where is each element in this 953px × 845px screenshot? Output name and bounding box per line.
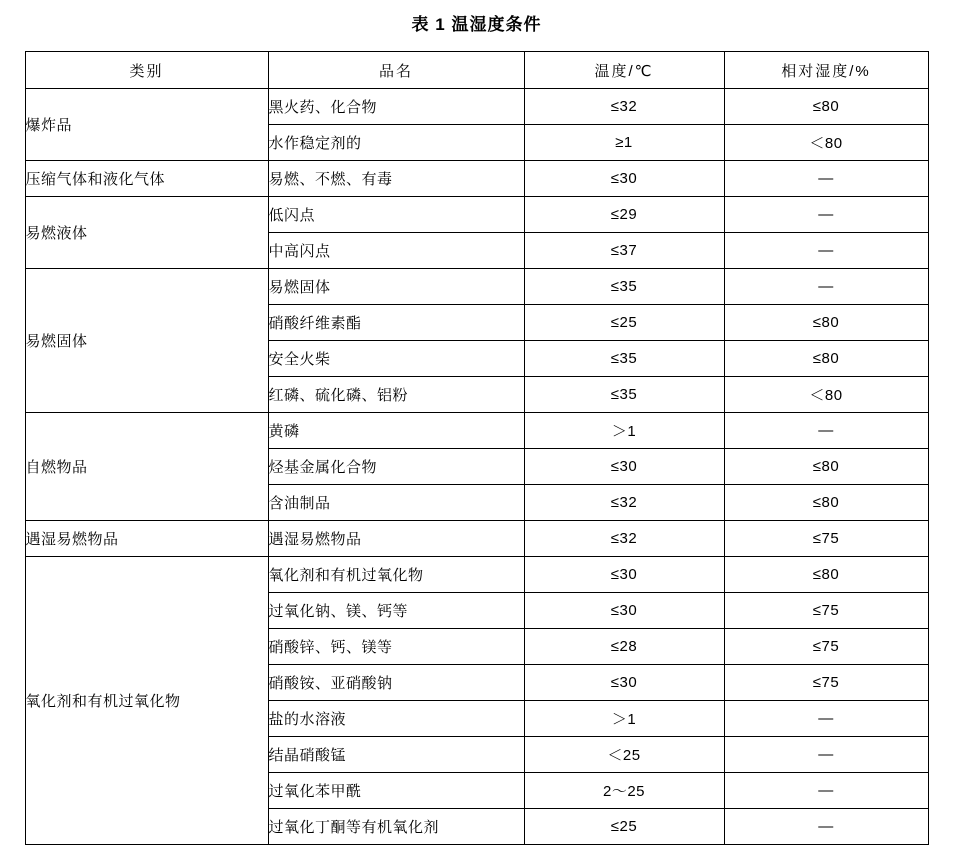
cell-name: 安全火柴 [268,341,524,377]
cell-humidity: ≤80 [724,557,928,593]
cell-humidity: — [724,413,928,449]
cell-temperature: ≤30 [524,665,724,701]
cell-humidity: ＜80 [724,125,928,161]
cell-humidity: ≤80 [724,485,928,521]
table-title: 表 1 温湿度条件 [411,15,542,34]
table-body [25,89,928,845]
table-row [25,413,928,449]
cell-humidity: ＜80 [724,377,928,413]
cell-category: 遇湿易燃物品 [25,521,268,557]
header-cell-name: 品名 [268,52,524,89]
cell-name: 含油制品 [268,485,524,521]
cell-name: 低闪点 [268,197,524,233]
cell-name: 硝酸锌、钙、镁等 [268,629,524,665]
cell-name: 过氧化钠、镁、钙等 [268,593,524,629]
cell-temperature: ≤30 [524,593,724,629]
header-cell-temperature: 温度/℃ [524,52,724,89]
cell-name: 过氧化苯甲酰 [268,773,524,809]
cell-temperature: ＞1 [524,413,724,449]
cell-name: 过氧化丁酮等有机氧化剂 [268,809,524,845]
cell-humidity: — [724,809,928,845]
cell-temperature: ≤30 [524,557,724,593]
cell-name: 结晶硝酸锰 [268,737,524,773]
cell-humidity: — [724,233,928,269]
cell-humidity: — [724,773,928,809]
table-row [25,197,928,233]
cell-temperature: ≤32 [524,89,724,125]
temperature-humidity-table [25,51,929,845]
cell-temperature: ≤32 [524,521,724,557]
cell-name: 氧化剂和有机过氧化物 [268,557,524,593]
cell-temperature: ≤32 [524,485,724,521]
cell-name: 硝酸纤维素酯 [268,305,524,341]
cell-humidity: ≤75 [724,629,928,665]
cell-temperature: ≤25 [524,809,724,845]
table-header [25,52,928,89]
cell-humidity: ≤80 [724,305,928,341]
cell-humidity: ≤75 [724,593,928,629]
cell-humidity: ≤80 [724,449,928,485]
cell-name: 盐的水溶液 [268,701,524,737]
header-cell-category: 类别 [25,52,268,89]
cell-name: 黑火药、化合物 [268,89,524,125]
cell-temperature: ≤30 [524,449,724,485]
cell-name: 水作稳定剂的 [268,125,524,161]
cell-name: 易燃、不燃、有毒 [268,161,524,197]
cell-category: 易燃液体 [25,197,268,269]
cell-name: 中高闪点 [268,233,524,269]
cell-humidity: — [724,197,928,233]
cell-name: 易燃固体 [268,269,524,305]
cell-category: 爆炸品 [25,89,268,161]
cell-name: 黄磷 [268,413,524,449]
cell-temperature: 2～25 [524,773,724,809]
cell-category: 压缩气体和液化气体 [25,161,268,197]
cell-humidity: — [724,161,928,197]
table-row [25,89,928,125]
cell-temperature: ＞1 [524,701,724,737]
cell-humidity: ≤80 [724,89,928,125]
header-cell-humidity: 相对湿度/% [724,52,928,89]
cell-category: 易燃固体 [25,269,268,413]
cell-humidity: ≤75 [724,521,928,557]
cell-humidity: — [724,269,928,305]
cell-temperature: ≤35 [524,341,724,377]
cell-name: 硝酸铵、亚硝酸钠 [268,665,524,701]
cell-name: 遇湿易燃物品 [268,521,524,557]
cell-temperature: ≥1 [524,125,724,161]
table-row [25,521,928,557]
cell-temperature: ≤28 [524,629,724,665]
cell-temperature: ≤35 [524,269,724,305]
table-row [25,161,928,197]
cell-name: 红磷、硫化磷、铝粉 [268,377,524,413]
cell-temperature: ＜25 [524,737,724,773]
table-row [25,269,928,305]
cell-humidity: ≤80 [724,341,928,377]
cell-temperature: ≤29 [524,197,724,233]
table-row [25,557,928,593]
cell-temperature: ≤37 [524,233,724,269]
cell-temperature: ≤35 [524,377,724,413]
cell-temperature: ≤25 [524,305,724,341]
cell-humidity: — [724,701,928,737]
cell-category: 自燃物品 [25,413,268,521]
cell-name: 烃基金属化合物 [268,449,524,485]
cell-temperature: ≤30 [524,161,724,197]
cell-humidity: — [724,737,928,773]
cell-category: 氧化剂和有机过氧化物 [25,557,268,845]
header-row [25,52,928,89]
cell-humidity: ≤75 [724,665,928,701]
